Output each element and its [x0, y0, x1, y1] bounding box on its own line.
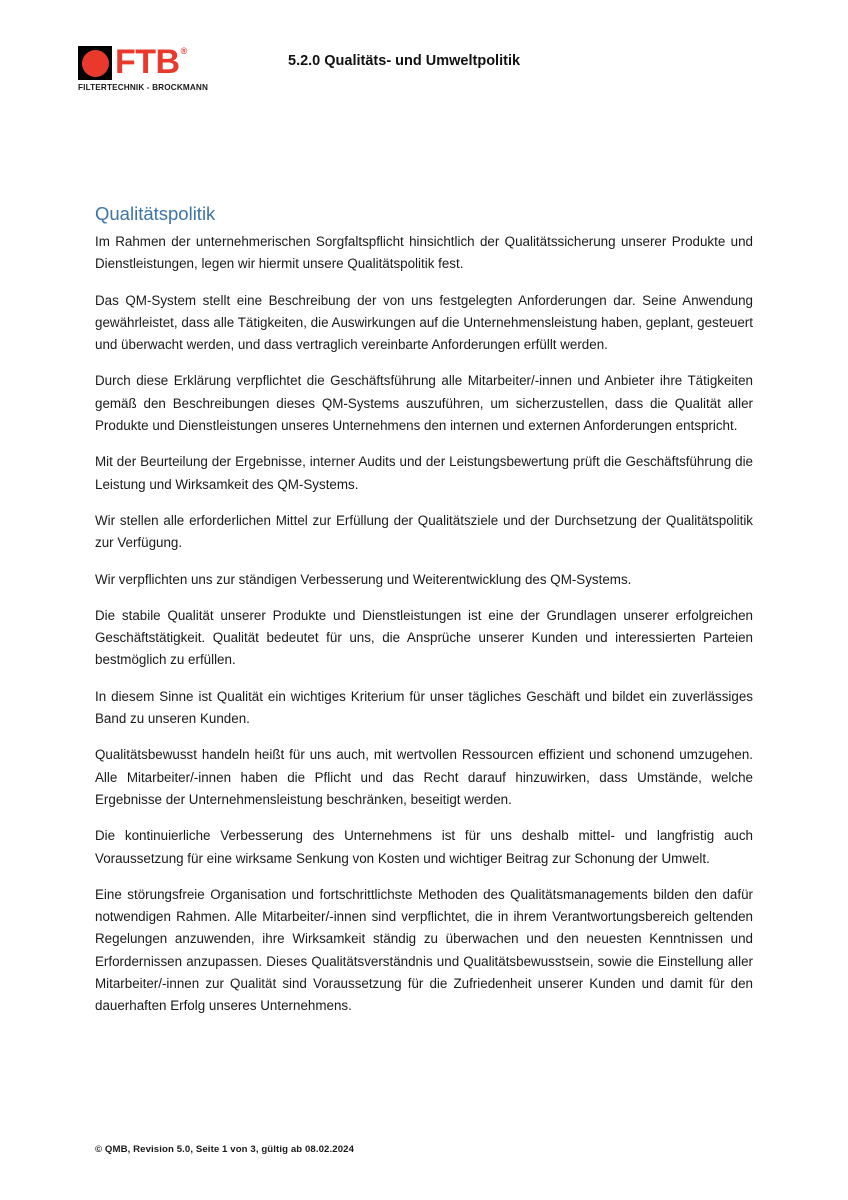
registered-trademark-icon: ® — [180, 46, 188, 56]
red-circle-icon — [82, 50, 109, 77]
document-footer: © QMB, Revision 5.0, Seite 1 von 3, gültig ab 08.02.2024 — [95, 1144, 355, 1155]
body-paragraph: Qualitätsbewusst handeln heißt für uns auch, mit wertvollen Ressourcen effizient und schonend umzugehen. Alle Mitarbeiter/-innen haben die Pflicht und das Recht darauf hinzuwirken, dass Umstände, welche Ergebnisse der Unternehmensleistung beschränken, beseitigt werden. — [95, 747, 753, 807]
body-paragraph: Wir verpflichten uns zur ständigen Verbesserung und Weiterentwicklung des QM-Systems. — [95, 571, 632, 587]
body-paragraph: Die kontinuierliche Verbesserung des Unternehmens ist für uns deshalb mittel- und langfristig auch Voraussetzung für eine wirksame Senkung von Kosten und wichtiger Beitrag zur Schonung der Umwelt. — [95, 828, 753, 866]
page-title: 5.2.0 Qualitäts- und Umweltpolitik — [288, 53, 521, 69]
body-paragraph: Im Rahmen der unternehmerischen Sorgfaltspflicht hinsichtlich der Qualitätssicherung unserer Produkte und Dienstleistungen, legen wir hiermit unsere Qualitätspolitik fest. — [95, 234, 753, 272]
logo-row — [78, 43, 228, 81]
body-paragraph: Mit der Beurteilung der Ergebnisse, interner Audits und der Leistungsbewertung prüft die Geschäftsführung die Leistung und Wirksamkeit des QM-Systems. — [95, 454, 753, 492]
body-paragraph: Durch diese Erklärung verpflichtet die Geschäftsführung alle Mitarbeiter/-innen und Anbieter ihre Tätigkeiten gemäß den Beschreibungen dieses QM-Systems auszuführen, um sicherzustellen, dass die Qualität aller Produkte und Dienstleistungen unseres Unternehmens den internen und externen Anforderungen entspricht. — [95, 373, 753, 434]
company-logo — [78, 44, 228, 92]
body-paragraph: Das QM-System stellt eine Beschreibung der von uns festgelegten Anforderungen dar. Seine Anwendung gewährleistet, dass alle Tätigkeiten, die Auswirkungen auf die Unternehmensleistung haben, geplant, gesteuert und überwacht werden, und dass vertraglich vereinbarte Anforderungen erfüllt werden. — [95, 292, 753, 353]
body-paragraph: In diesem Sinne ist Qualität ein wichtiges Kriterium für unser tägliches Geschäft und bildet ein zuverlässiges Band zu unseren Kunden. — [95, 688, 753, 727]
body-paragraph: Eine störungsfreie Organisation und fortschrittlichste Methoden des Qualitätsmanagements bilden den dafür notwendigen Rahmen. Alle Mitarbeiter/-innen sind verpflichtet, die in ihrem Verantwortungsbereich geltenden Regelungen anzuwenden, ihre Wirksamkeit ständig zu überwachen und den neuesten Kenntnissen und Erfordernissen anzupassen. Dieses Qualitätsverständnis und Qualitätsbewusstsein, sowie die Einstellung aller Mitarbeiter/-innen zur Qualität sind Voraussetzung für die Zufriedenheit unserer Kunden und damit für den dauerhaften Erfolg unseres Unternehmens. — [95, 886, 753, 1014]
ftb-square-circle-icon — [78, 46, 112, 80]
body-paragraph: Die stabile Qualität unserer Produkte und Dienstleistungen ist eine der Grundlagen unserer erfolgreichen Geschäftstätigkeit. Qualität bedeutet für uns, die Ansprüche unserer Kunden und interessierten Parteien bestmöglich zu erfüllen. — [95, 607, 753, 668]
logo-subtitle: FILTERTECHNIK - BROCKMANN — [78, 83, 209, 92]
section-heading: Qualitätspolitik — [95, 203, 216, 224]
body-paragraph: Wir stellen alle erforderlichen Mittel zur Erfüllung der Qualitätsziele und der Durchsetzung der Qualitätspolitik zur Verfügung. — [95, 512, 753, 551]
document-header — [78, 44, 788, 108]
logo-wordmark: FTB — [115, 43, 180, 81]
document-body — [95, 203, 753, 1018]
